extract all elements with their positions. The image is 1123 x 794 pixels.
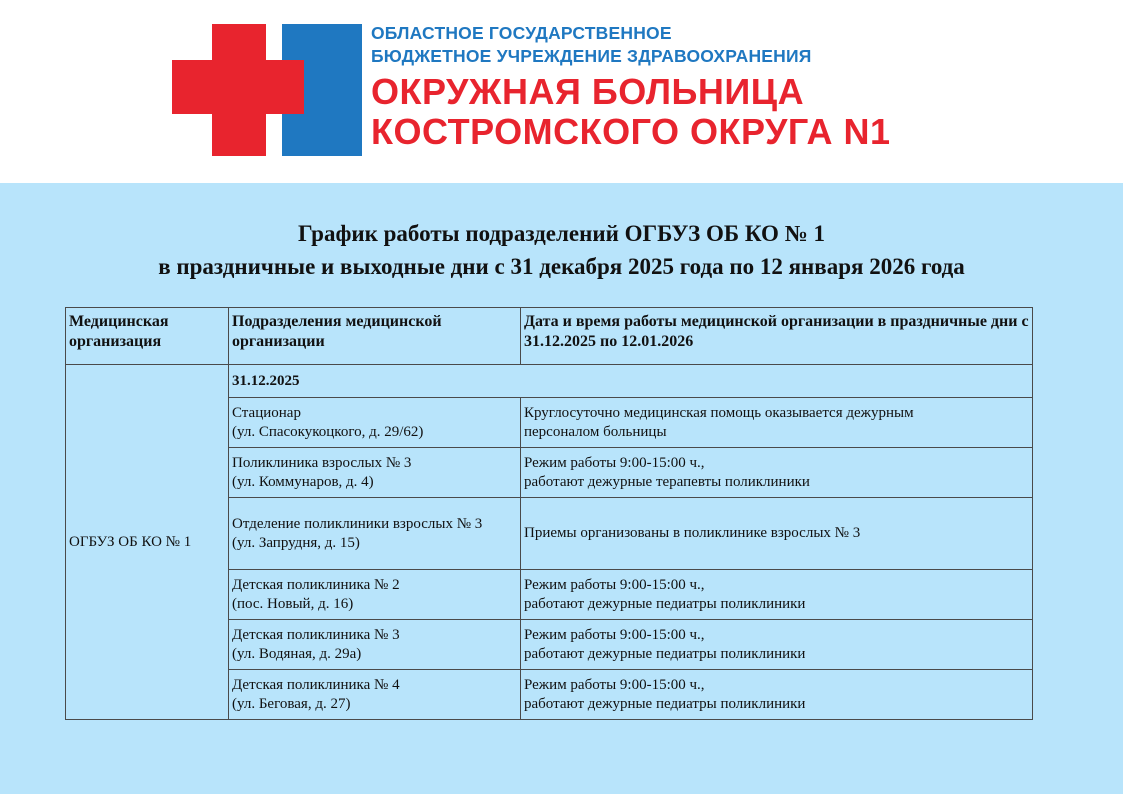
medical-cross-logo-icon <box>172 24 362 156</box>
schedule-line2: работают дежурные педиатры поликлиники <box>524 645 806 662</box>
logo-text <box>371 22 891 152</box>
title-line1: График работы подразделений ОГБУЗ ОБ КО № 1 <box>298 221 825 246</box>
dept-address: (ул. Беговая, д. 27) <box>232 695 351 712</box>
date-cell: 31.12.2025 <box>229 365 1033 398</box>
schedule-line1: Приемы организованы в поликлинике взрослых № 3 <box>524 525 861 541</box>
page-title <box>0 217 1123 283</box>
dept-name: Поликлиника взрослых № 3 <box>232 454 412 471</box>
schedule-table <box>65 307 1033 720</box>
dept-cell <box>229 398 521 448</box>
schedule-cell <box>521 498 1033 570</box>
header <box>0 0 1123 183</box>
schedule-line2: работают дежурные терапевты поликлиники <box>524 473 810 490</box>
schedule-line2: работают дежурные педиатры поликлиники <box>524 695 806 712</box>
title-line2: в праздничные и выходные дни с 31 декабря 2025 года по 12 января 2026 года <box>158 254 965 279</box>
schedule-line1: Режим работы 9:00-15:00 ч., <box>524 626 705 643</box>
dept-address: (ул. Водяная, д. 29а) <box>232 645 362 662</box>
schedule-line2: персоналом больницы <box>524 423 667 440</box>
dept-address: (ул. Коммунаров, д. 4) <box>232 473 374 490</box>
dept-cell <box>229 670 521 720</box>
header-org: Медицинская организация <box>66 308 229 365</box>
dept-cell <box>229 620 521 670</box>
schedule-cell <box>521 398 1033 448</box>
dept-address: (ул. Запрудня, д. 15) <box>232 534 360 551</box>
org-name-line2: КОСТРОМСКОГО ОКРУГА N1 <box>371 111 891 152</box>
schedule-cell <box>521 670 1033 720</box>
schedule-line1: Режим работы 9:00-15:00 ч., <box>524 454 705 471</box>
dept-name: Детская поликлиника № 2 <box>232 576 400 593</box>
date-row <box>66 365 1033 398</box>
dept-address: (пос. Новый, д. 16) <box>232 595 354 612</box>
schedule-cell <box>521 570 1033 620</box>
dept-name: Детская поликлиника № 3 <box>232 626 400 643</box>
header-dept: Подразделения медицинской организации <box>229 308 521 365</box>
dept-name: Стационар <box>232 404 301 421</box>
dept-cell <box>229 448 521 498</box>
org-type-line1: ОБЛАСТНОЕ ГОСУДАРСТВЕННОЕ <box>371 23 672 43</box>
schedule-line1: Режим работы 9:00-15:00 ч., <box>524 576 705 593</box>
org-name-cell: ОГБУЗ ОБ КО № 1 <box>66 365 229 720</box>
schedule-line1: Режим работы 9:00-15:00 ч., <box>524 676 705 693</box>
org-name-line1: ОКРУЖНАЯ БОЛЬНИЦА <box>371 71 805 112</box>
schedule-cell <box>521 448 1033 498</box>
schedule-line2: работают дежурные педиатры поликлиники <box>524 595 806 612</box>
dept-address: (ул. Спасокукоцкого, д. 29/62) <box>232 423 424 440</box>
dept-cell <box>229 498 521 570</box>
dept-name: Детская поликлиника № 4 <box>232 676 400 693</box>
schedule-cell <box>521 620 1033 670</box>
schedule-line1: Круглосуточно медицинская помощь оказывается дежурным <box>524 404 914 421</box>
dept-cell <box>229 570 521 620</box>
table-header-row <box>66 308 1033 365</box>
org-type-line2: БЮДЖЕТНОЕ УЧРЕЖДЕНИЕ ЗДРАВООХРАНЕНИЯ <box>371 46 812 66</box>
header-schedule: Дата и время работы медицинской организации в праздничные дни с 31.12.2025 по 12.01.2026 <box>521 308 1033 365</box>
dept-name: Отделение поликлиники взрослых № 3 <box>232 515 483 532</box>
schedule-panel <box>0 183 1123 794</box>
